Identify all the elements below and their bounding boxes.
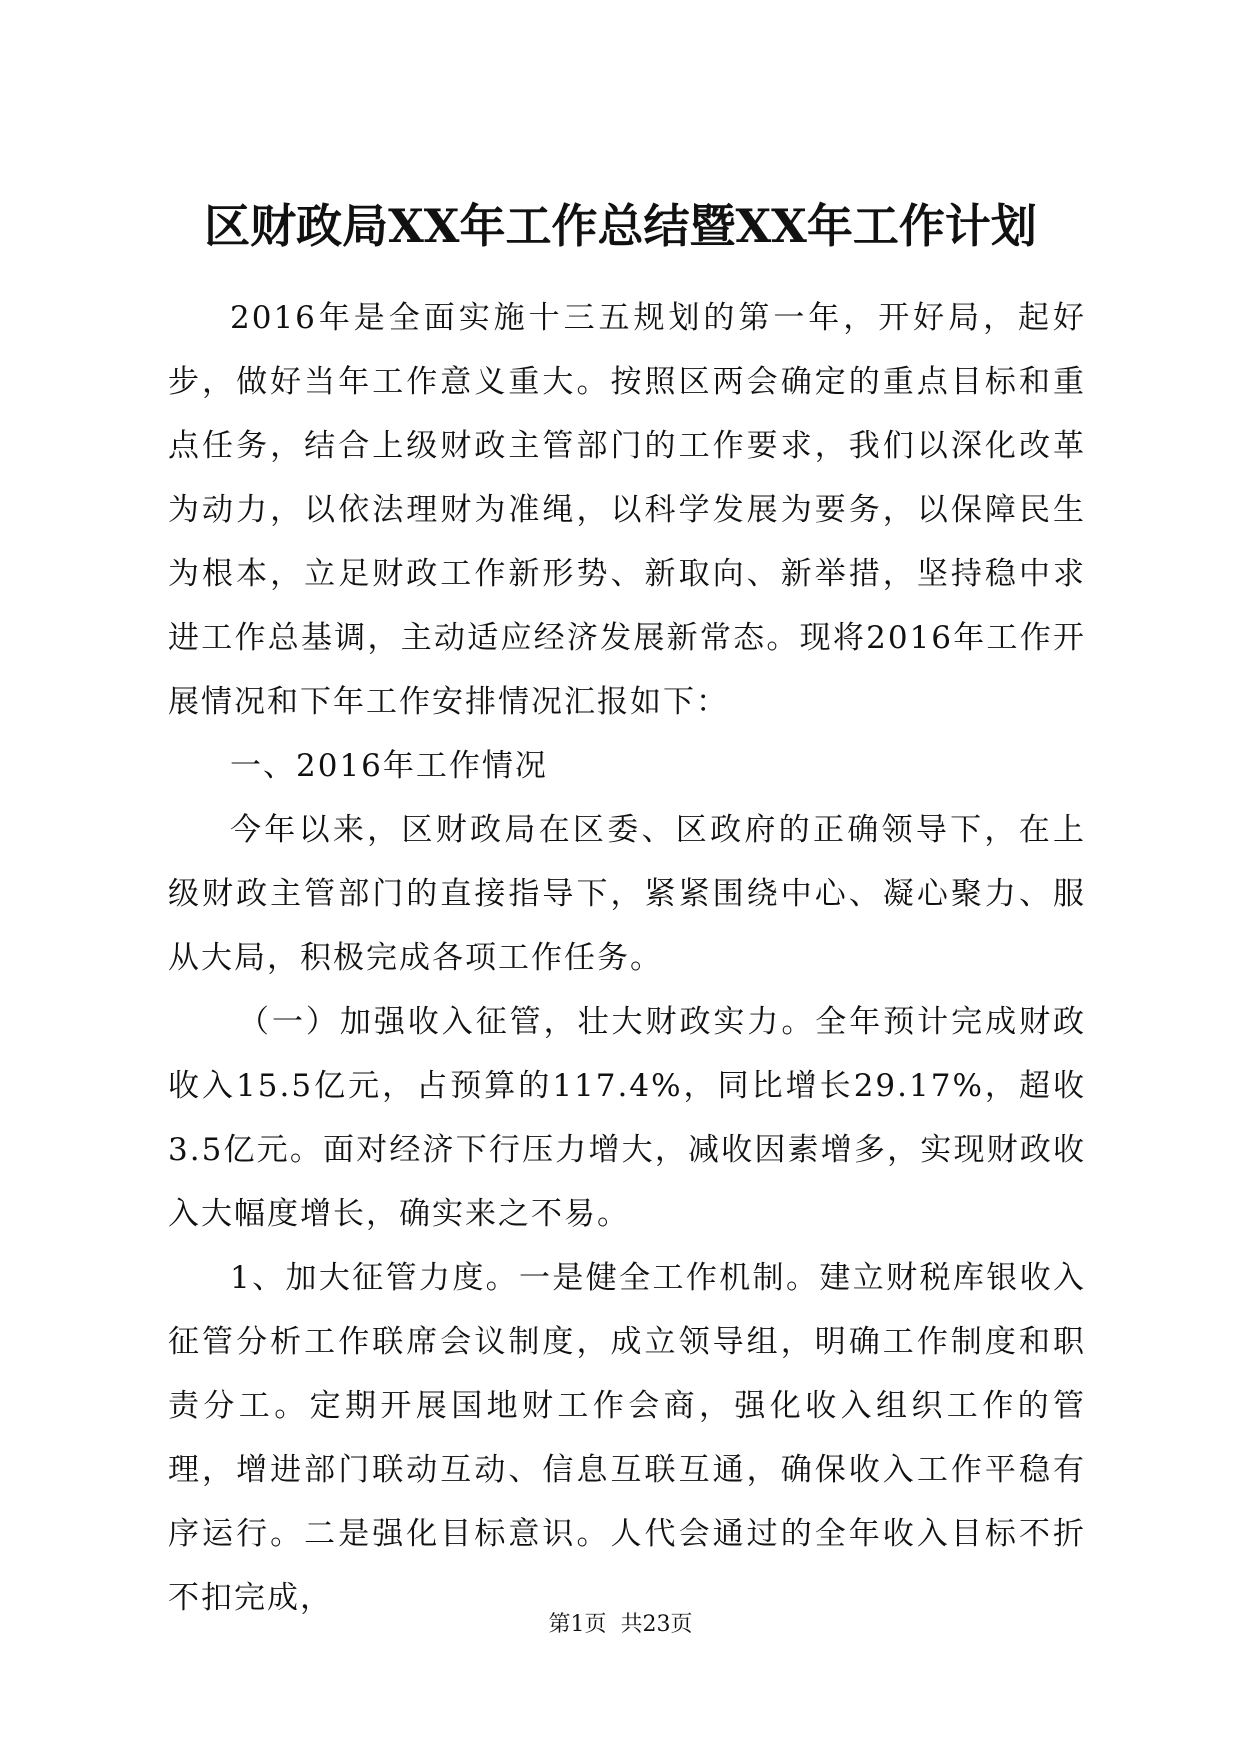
document-body [168,286,1086,1630]
paragraph-item-1: 1、加大征管力度。一是健全工作机制。建立财税库银收入征管分析工作联席会议制度，成立领导组，明确工作制度和职责分工。定期开展国地财工作会商，强化收入组织工作的管理，增进部门联动互动、信息互联互通，确保收入工作平稳有序运行。二是强化目标意识。人代会通过的全年收入目标不折不扣完成， [168,1260,1086,1616]
page-number: 第1页 [548,1612,607,1637]
paragraph-intro: 2016年是全面实施十三五规划的第一年，开好局，起好步，做好当年工作意义重大。按照区两会确定的重点目标和重点任务，结合上级财政主管部门的工作要求，我们以深化改革为动力，以依法理财为准绳，以科学发展为要务，以保障民生为根本，立足财政工作新形势、新取向、新举措，坚持稳中求进工作总基调，主动适应经济发展新常态。现将2016年工作开展情况和下年工作安排情况汇报如下： [168,300,1086,720]
subsection-heading-paragraph: （一）加强收入征管，壮大财政实力。全年预计完成财政收入15.5亿元，占预算的117.4%，同比增长29.17%，超收3.5亿元。面对经济下行压力增大，减收因素增多，实现财政收入大幅度增长，确实来之不易。 [168,1004,1086,1232]
document-title: 区财政局XX年工作总结暨XX年工作计划 [204,199,1037,253]
paragraph-overview: 今年以来，区财政局在区委、区政府的正确领导下，在上级财政主管部门的直接指导下，紧紧围绕中心、凝心聚力、服从大局，积极完成各项工作任务。 [168,812,1086,976]
page-footer [0,1610,1241,1640]
page-total: 共23页 [620,1612,693,1637]
section-heading: 一、2016年工作情况 [230,748,548,784]
